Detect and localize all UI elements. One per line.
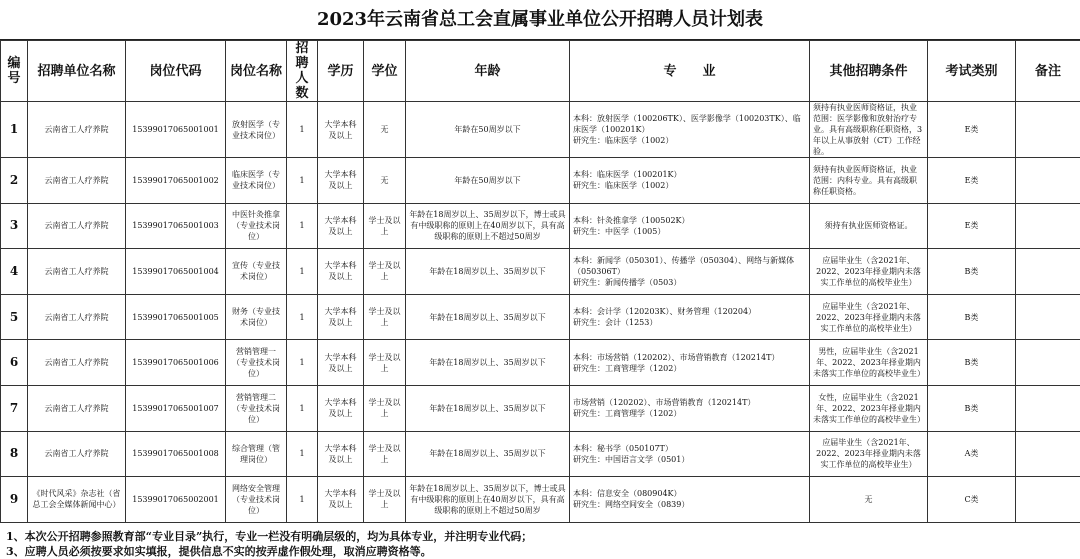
post-code: 15399017065001005 xyxy=(126,294,226,340)
exam-type: A类 xyxy=(928,431,1016,477)
major-requirement xyxy=(570,102,810,158)
post-code: 15399017065001007 xyxy=(126,385,226,431)
major-line: 研究生：中医学（1005） xyxy=(573,226,806,237)
unit-name: 《时代风采》杂志社（省总工会全媒体新闻中心） xyxy=(28,477,126,523)
age-requirement: 年龄在50周岁以下 xyxy=(406,102,570,158)
header-cell-no: 编号 xyxy=(1,41,28,102)
header-cell-code: 岗位代码 xyxy=(126,41,226,102)
table-row xyxy=(1,158,1080,204)
table-row xyxy=(1,431,1080,477)
unit-name: 云南省工人疗养院 xyxy=(28,158,126,204)
other-requirement: 女性，应届毕业生（含2021年、2022、2023年择业期内未落实工作单位的高校毕业生） xyxy=(810,385,928,431)
other-requirement: 男性，应届毕业生（含2021年、2022、2023年择业期内未落实工作单位的高校毕业生） xyxy=(810,340,928,386)
other-requirement: 无 xyxy=(810,477,928,523)
header-cell-unit: 招聘单位名称 xyxy=(28,41,126,102)
row-number: 7 xyxy=(1,385,28,431)
major-requirement xyxy=(570,385,810,431)
unit-name: 云南省工人疗养院 xyxy=(28,340,126,386)
row-number: 2 xyxy=(1,158,28,204)
age-requirement: 年龄在18周岁以上、35周岁以下 xyxy=(406,385,570,431)
major-line: 本科：放射医学（100206TK）、医学影像学（100203TK）、临床医学（100201K） xyxy=(573,113,806,135)
row-number: 9 xyxy=(1,477,28,523)
major-line: 本科：会计学（120203K）、财务管理（120204） xyxy=(573,306,806,317)
degree: 学士及以上 xyxy=(364,477,406,523)
degree: 学士及以上 xyxy=(364,340,406,386)
post-name: 中医针灸推拿（专业技术岗位） xyxy=(226,203,287,249)
post-name: 临床医学（专业技术岗位） xyxy=(226,158,287,204)
major-line: 研究生：工商管理学（1202） xyxy=(573,363,806,374)
degree: 无 xyxy=(364,158,406,204)
header-cell-remark: 备注 xyxy=(1016,41,1080,102)
unit-name: 云南省工人疗养院 xyxy=(28,385,126,431)
major-line: 研究生：中国语言文学（0501） xyxy=(573,454,806,465)
header-cell-other: 其他招聘条件 xyxy=(810,41,928,102)
row-number: 5 xyxy=(1,294,28,340)
major-requirement xyxy=(570,249,810,295)
header-row xyxy=(1,41,1080,102)
degree: 学士及以上 xyxy=(364,294,406,340)
major-line: 本科：市场营销（120202）、市场营销教育（120214T） xyxy=(573,352,806,363)
hire-count: 1 xyxy=(287,102,318,158)
major-line: 本科：信息安全（080904K） xyxy=(573,488,806,499)
footnotes xyxy=(0,523,1080,559)
exam-type: C类 xyxy=(928,477,1016,523)
age-requirement: 年龄在18周岁以上、35周岁以下 xyxy=(406,340,570,386)
header-cell-exam: 考试类别 xyxy=(928,41,1016,102)
row-number: 3 xyxy=(1,203,28,249)
education: 大学本科及以上 xyxy=(318,203,364,249)
post-name: 财务（专业技术岗位） xyxy=(226,294,287,340)
education: 大学本科及以上 xyxy=(318,294,364,340)
remark xyxy=(1016,385,1080,431)
post-code: 15399017065002001 xyxy=(126,477,226,523)
other-requirement: 应届毕业生（含2021年、2022、2023年择业期内未落实工作单位的高校毕业生） xyxy=(810,294,928,340)
unit-name: 云南省工人疗养院 xyxy=(28,431,126,477)
footnote: 3、应聘人员必须按要求如实填报，提供信息不实的按弄虚作假处理，取消应聘资格等。 xyxy=(6,544,1074,559)
recruitment-table xyxy=(0,40,1080,523)
remark xyxy=(1016,158,1080,204)
exam-type: B类 xyxy=(928,249,1016,295)
exam-type: B类 xyxy=(928,294,1016,340)
footnote: 1、本次公开招聘参照教育部“专业目录”执行，专业一栏没有明确层级的，均为具体专业，并注明专业代码； xyxy=(6,529,1074,544)
hire-count: 1 xyxy=(287,158,318,204)
other-requirement: 应届毕业生（含2021年、2022、2023年择业期内未落实工作单位的高校毕业生） xyxy=(810,249,928,295)
major-line: 本科：临床医学（100201K） xyxy=(573,169,806,180)
major-line: 本科：新闻学（050301）、传播学（050304）、网络与新媒体（050306T） xyxy=(573,255,806,277)
post-name: 放射医学（专业技术岗位） xyxy=(226,102,287,158)
major-line: 研究生：工商管理学（1202） xyxy=(573,408,806,419)
major-line: 市场营销（120202）、市场营销教育（120214T） xyxy=(573,397,806,408)
header-cell-education: 学历 xyxy=(318,41,364,102)
major-line: 研究生：临床医学（1002） xyxy=(573,180,806,191)
header-cell-post: 岗位名称 xyxy=(226,41,287,102)
age-requirement: 年龄在50周岁以下 xyxy=(406,158,570,204)
education: 大学本科及以上 xyxy=(318,102,364,158)
row-number: 8 xyxy=(1,431,28,477)
exam-type: E类 xyxy=(928,158,1016,204)
header-cell-major: 专 业 xyxy=(570,41,810,102)
post-code: 15399017065001003 xyxy=(126,203,226,249)
major-line: 本科：针灸推拿学（100502K） xyxy=(573,215,806,226)
header-cell-degree: 学位 xyxy=(364,41,406,102)
table-row xyxy=(1,294,1080,340)
education: 大学本科及以上 xyxy=(318,477,364,523)
education: 大学本科及以上 xyxy=(318,431,364,477)
post-code: 15399017065001002 xyxy=(126,158,226,204)
degree: 学士及以上 xyxy=(364,203,406,249)
major-line: 研究生：临床医学（1002） xyxy=(573,135,806,146)
major-requirement xyxy=(570,340,810,386)
major-requirement xyxy=(570,158,810,204)
hire-count: 1 xyxy=(287,294,318,340)
table-row xyxy=(1,249,1080,295)
unit-name: 云南省工人疗养院 xyxy=(28,294,126,340)
degree: 学士及以上 xyxy=(364,431,406,477)
major-requirement xyxy=(570,203,810,249)
degree: 学士及以上 xyxy=(364,249,406,295)
table-row xyxy=(1,203,1080,249)
education: 大学本科及以上 xyxy=(318,385,364,431)
table-row xyxy=(1,340,1080,386)
row-number: 6 xyxy=(1,340,28,386)
exam-type: B类 xyxy=(928,340,1016,386)
remark xyxy=(1016,102,1080,158)
unit-name: 云南省工人疗养院 xyxy=(28,102,126,158)
age-requirement: 年龄在18周岁以上、35周岁以下，博士或具有中级职称的原则上在40周岁以下，具有高级职称的原则上不超过50周岁 xyxy=(406,477,570,523)
major-line: 研究生：网络空间安全（0839） xyxy=(573,499,806,510)
other-requirement: 须持有执业医师资格证。 xyxy=(810,203,928,249)
major-requirement xyxy=(570,431,810,477)
table-row xyxy=(1,477,1080,523)
remark xyxy=(1016,203,1080,249)
hire-count: 1 xyxy=(287,249,318,295)
post-name: 综合管理（管理岗位） xyxy=(226,431,287,477)
other-requirement: 须持有执业医师资格证，执业范围：医学影像和放射治疗专业。具有高级职称任职资格，3年以上从事放射（CT）工作经验。 xyxy=(810,102,928,158)
education: 大学本科及以上 xyxy=(318,340,364,386)
hire-count: 1 xyxy=(287,340,318,386)
hire-count: 1 xyxy=(287,385,318,431)
hire-count: 1 xyxy=(287,203,318,249)
other-requirement: 应届毕业生（含2021年、2022、2023年择业期内未落实工作单位的高校毕业生） xyxy=(810,431,928,477)
page-title: 2023年云南省总工会直属事业单位公开招聘人员计划表 xyxy=(0,0,1080,40)
post-name: 网络安全管理（专业技术岗位） xyxy=(226,477,287,523)
unit-name: 云南省工人疗养院 xyxy=(28,249,126,295)
degree: 学士及以上 xyxy=(364,385,406,431)
row-number: 1 xyxy=(1,102,28,158)
age-requirement: 年龄在18周岁以上、35周岁以下，博士或具有中级职称的原则上在40周岁以下，具有高级职称的原则上不超过50周岁 xyxy=(406,203,570,249)
age-requirement: 年龄在18周岁以上、35周岁以下 xyxy=(406,249,570,295)
remark xyxy=(1016,431,1080,477)
post-name: 营销管理二（专业技术岗位） xyxy=(226,385,287,431)
post-name: 营销管理一（专业技术岗位） xyxy=(226,340,287,386)
unit-name: 云南省工人疗养院 xyxy=(28,203,126,249)
degree: 无 xyxy=(364,102,406,158)
remark xyxy=(1016,477,1080,523)
remark xyxy=(1016,249,1080,295)
header-cell-count: 招聘人数 xyxy=(287,41,318,102)
major-line: 研究生：会计（1253） xyxy=(573,317,806,328)
remark xyxy=(1016,294,1080,340)
major-requirement xyxy=(570,477,810,523)
major-line: 本科：秘书学（050107T） xyxy=(573,443,806,454)
table-row xyxy=(1,102,1080,158)
post-name: 宣传（专业技术岗位） xyxy=(226,249,287,295)
post-code: 15399017065001006 xyxy=(126,340,226,386)
hire-count: 1 xyxy=(287,431,318,477)
exam-type: B类 xyxy=(928,385,1016,431)
education: 大学本科及以上 xyxy=(318,249,364,295)
exam-type: E类 xyxy=(928,203,1016,249)
post-code: 15399017065001004 xyxy=(126,249,226,295)
exam-type: E类 xyxy=(928,102,1016,158)
header-cell-age: 年龄 xyxy=(406,41,570,102)
major-requirement xyxy=(570,294,810,340)
age-requirement: 年龄在18周岁以上、35周岁以下 xyxy=(406,431,570,477)
age-requirement: 年龄在18周岁以上、35周岁以下 xyxy=(406,294,570,340)
row-number: 4 xyxy=(1,249,28,295)
other-requirement: 须持有执业医师资格证，执业范围：内科专业。具有高级职称任职资格。 xyxy=(810,158,928,204)
remark xyxy=(1016,340,1080,386)
hire-count: 1 xyxy=(287,477,318,523)
post-code: 15399017065001008 xyxy=(126,431,226,477)
post-code: 15399017065001001 xyxy=(126,102,226,158)
education: 大学本科及以上 xyxy=(318,158,364,204)
major-line: 研究生：新闻传播学（0503） xyxy=(573,277,806,288)
table-row xyxy=(1,385,1080,431)
